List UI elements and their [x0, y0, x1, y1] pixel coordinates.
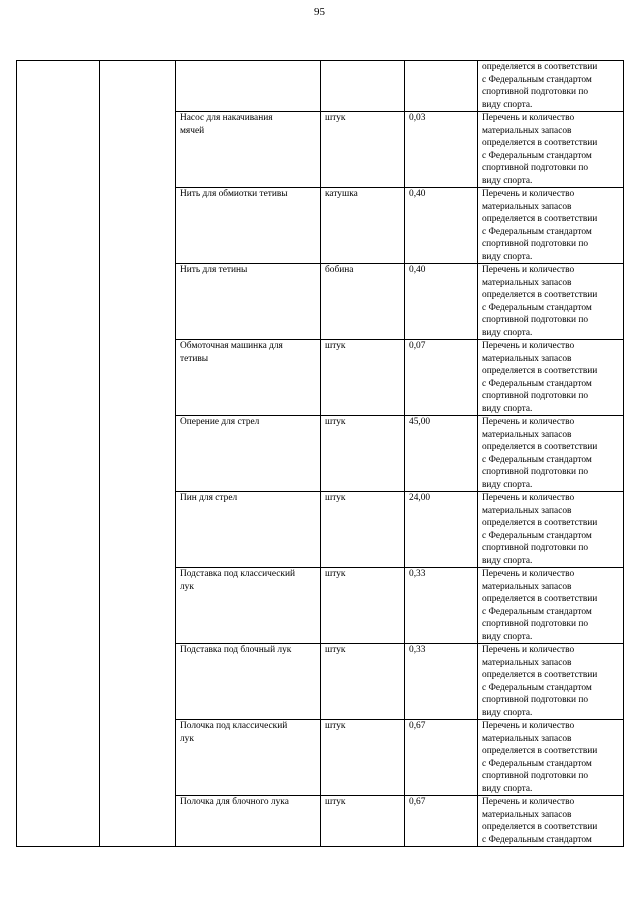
name-cell: [176, 796, 321, 847]
qty-cell: [405, 568, 478, 644]
qty-text: 45,00: [409, 417, 431, 427]
note-cell: [478, 568, 624, 644]
qty-cell: [405, 264, 478, 340]
qty-text: 0,33: [409, 645, 426, 655]
qty-text: 0,67: [409, 721, 426, 731]
unit-cell: [321, 188, 405, 264]
note-text: Перечень и количество материальных запасов определяется в соответствии с Федеральным стандартом спортивной подготовки по виду спорта.: [482, 189, 598, 262]
note-cell: [478, 112, 624, 188]
table-row-continued: [17, 61, 624, 112]
note-cell: [478, 492, 624, 568]
note-text: Перечень и количество материальных запасов определяется в соответствии с Федеральным стандартом: [482, 797, 598, 845]
unit-cell: [321, 61, 405, 112]
qty-cell: [405, 644, 478, 720]
qty-text: 0,33: [409, 569, 426, 579]
unit-cell: [321, 416, 405, 492]
unit-cell: [321, 112, 405, 188]
qty-text: 0,07: [409, 341, 426, 351]
merged-cell-col-1: [17, 61, 100, 847]
unit-text: штук: [325, 721, 346, 731]
name-cell: [176, 188, 321, 264]
name-cell: [176, 492, 321, 568]
note-text: Перечень и количество материальных запасов определяется в соответствии с Федеральным стандартом спортивной подготовки по виду спорта.: [482, 341, 598, 414]
name-cell: [176, 264, 321, 340]
unit-cell: [321, 492, 405, 568]
name-cell: [176, 61, 321, 112]
name-text: Подставка под блочный лук: [180, 645, 292, 655]
name-cell: [176, 112, 321, 188]
name-cell: [176, 416, 321, 492]
note-text: Перечень и количество материальных запасов определяется в соответствии с Федеральным стандартом спортивной подготовки по виду спорта.: [482, 569, 598, 642]
unit-cell: [321, 340, 405, 416]
name-text: Нить для тетины: [180, 265, 248, 275]
name-cell: [176, 644, 321, 720]
name-text: Полочка под классический лук: [180, 721, 288, 744]
table-body: [17, 61, 624, 847]
note-text: Перечень и количество материальных запасов определяется в соответствии с Федеральным стандартом спортивной подготовки по виду спорта.: [482, 417, 598, 490]
qty-text: 24,00: [409, 493, 431, 503]
unit-text: штук: [325, 569, 346, 579]
qty-cell: [405, 340, 478, 416]
unit-text: штук: [325, 493, 346, 503]
note-cell: [478, 720, 624, 796]
note-text: Перечень и количество материальных запасов определяется в соответствии с Федеральным стандартом спортивной подготовки по виду спорта.: [482, 493, 598, 566]
note-text: Перечень и количество материальных запасов определяется в соответствии с Федеральным стандартом спортивной подготовки по виду спорта.: [482, 645, 598, 718]
unit-cell: [321, 264, 405, 340]
note-cell: [478, 644, 624, 720]
note-cell: [478, 796, 624, 847]
unit-cell: [321, 720, 405, 796]
qty-cell: [405, 796, 478, 847]
name-text: Нить для обмиотки тетивы: [180, 189, 288, 199]
qty-cell: [405, 61, 478, 112]
note-text: Перечень и количество материальных запасов определяется в соответствии с Федеральным стандартом спортивной подготовки по виду спорта.: [482, 265, 598, 338]
qty-cell: [405, 720, 478, 796]
unit-text: штук: [325, 797, 346, 807]
note-cell: [478, 340, 624, 416]
note-text: Перечень и количество материальных запасов определяется в соответствии с Федеральным стандартом спортивной подготовки по виду спорта.: [482, 721, 598, 794]
unit-text: штук: [325, 645, 346, 655]
unit-cell: [321, 568, 405, 644]
unit-text: бобина: [325, 265, 354, 275]
equipment-table: [16, 60, 624, 847]
note-cell: [478, 264, 624, 340]
name-text: Обмоточная машинка для тетивы: [180, 341, 283, 364]
name-text: Пин для стрел: [180, 493, 238, 503]
note-text: определяется в соответствии с Федеральным стандартом спортивной подготовки по виду спорта.: [482, 62, 598, 110]
qty-cell: [405, 416, 478, 492]
unit-text: штук: [325, 113, 346, 123]
name-text: Полочка для блочного лука: [180, 797, 289, 807]
qty-text: 0,67: [409, 797, 426, 807]
unit-text: штук: [325, 341, 346, 351]
name-text: Оперение для стрел: [180, 417, 260, 427]
unit-text: штук: [325, 417, 346, 427]
unit-text: катушка: [325, 189, 358, 199]
name-text: Подставка под классический лук: [180, 569, 295, 592]
qty-text: 0,40: [409, 265, 426, 275]
qty-text: 0,40: [409, 189, 426, 199]
qty-cell: [405, 112, 478, 188]
unit-cell: [321, 796, 405, 847]
page-number: 95: [314, 6, 325, 18]
note-cell: [478, 188, 624, 264]
merged-cell-col-2: [100, 61, 176, 847]
qty-text: 0,03: [409, 113, 426, 123]
name-cell: [176, 720, 321, 796]
note-text: Перечень и количество материальных запасов определяется в соответствии с Федеральным стандартом спортивной подготовки по виду спорта.: [482, 113, 598, 186]
qty-cell: [405, 188, 478, 264]
note-cell: [478, 61, 624, 112]
note-cell: [478, 416, 624, 492]
name-cell: [176, 568, 321, 644]
name-cell: [176, 340, 321, 416]
unit-cell: [321, 644, 405, 720]
name-text: Насос для накачивания мячей: [180, 113, 273, 136]
qty-cell: [405, 492, 478, 568]
